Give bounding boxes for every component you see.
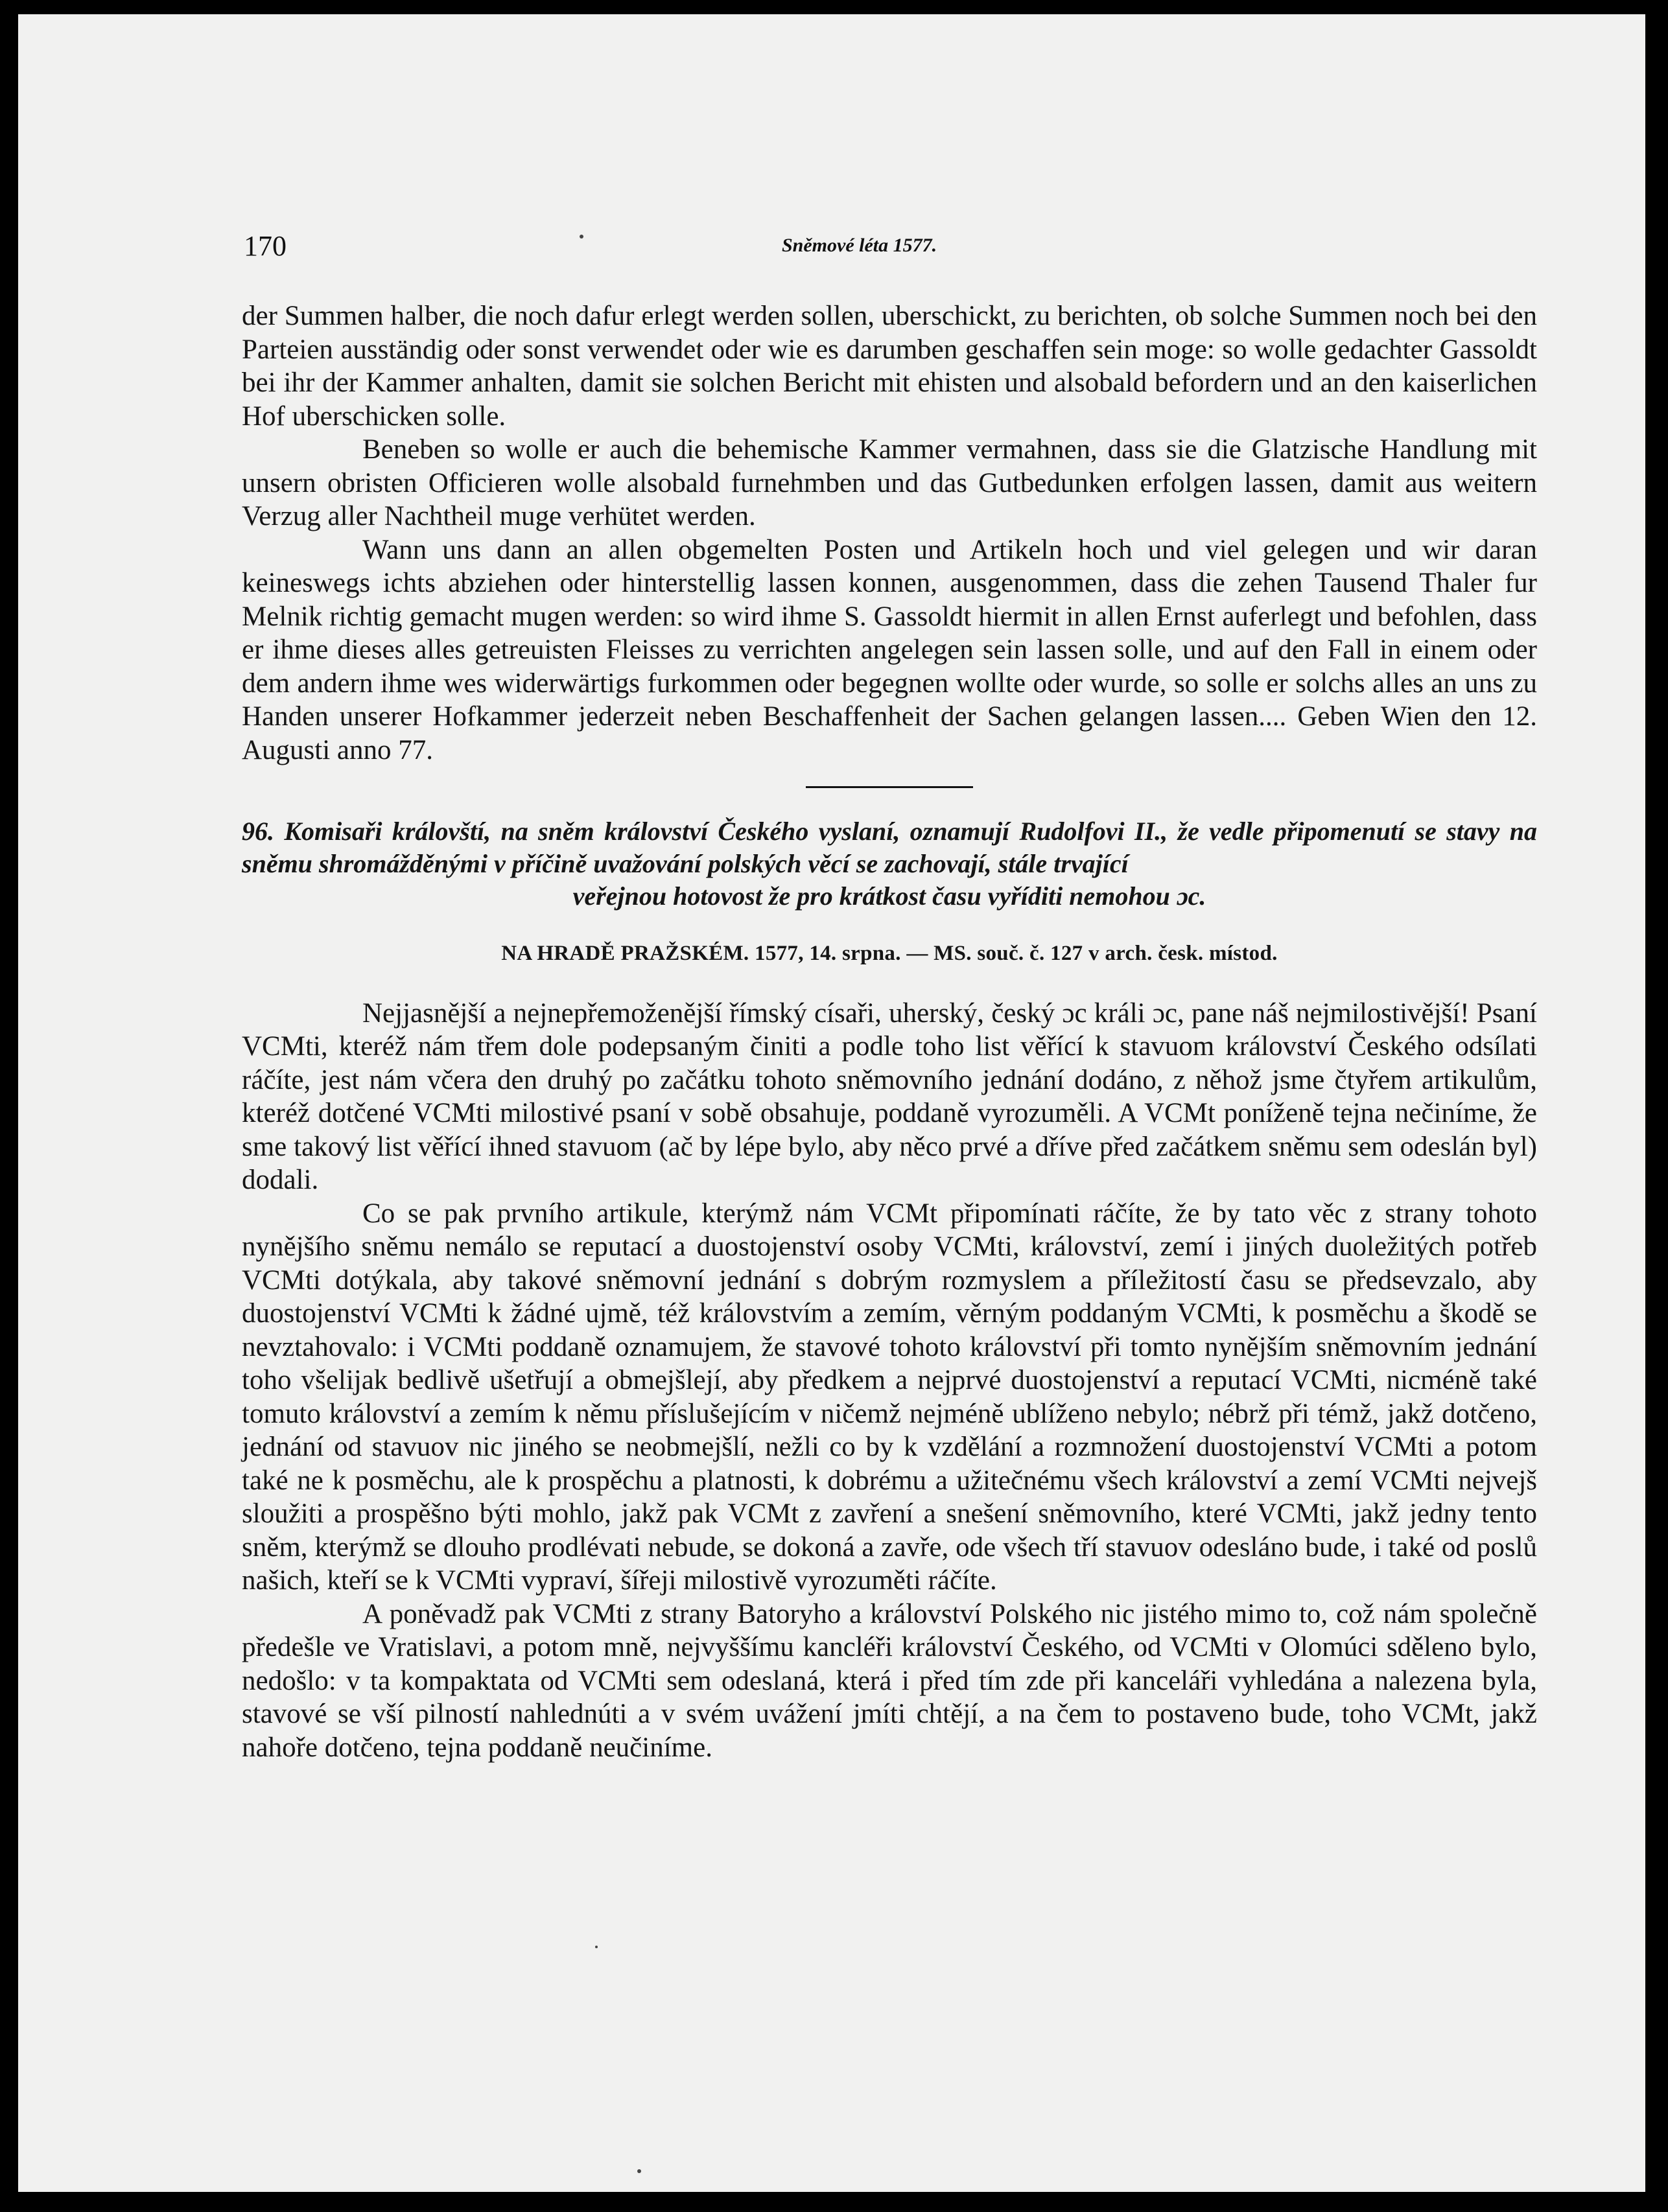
document-dateline: NA HRADĚ PRAŽSKÉM. 1577, 14. srpna. — MS. souč. č. 127 v arch. česk. místod.: [501, 942, 1278, 965]
intro-paragraph: der Summen halber, die noch dafur erlegt werden sollen, uberschickt, zu berichten, ob solche Summen noch bei den Parteien ausständig oder sonst verwendet oder wie es darumben geschaffen sein moge: so wolle gedachter Gassoldt bei ihr der Kammer anhalten, damit sie solchen Bericht mit ehisten und alsobald befordern und an den kaiserlichen Hof uberschicken solle.: [242, 301, 1537, 432]
intro-paragraph: Beneben so wolle er auch die behemische Kammer vermahnen, dass sie die Glatzische Handlung mit unsern obristen Officieren wolle alsobald furnehmben und das Gutbedunken erfolgen lassen, damit aus weitern Verzug aller Nachtheil muge verhütet werden.: [242, 434, 1537, 531]
scan-speck: [595, 1946, 598, 1948]
document-paragraph: Nejjasnější a nejnepřemoženější římský císaři, uherský, český ɔc králi ɔc, pane náš nejmilostivější! Psaní VCMti, kteréž nám třem dole podepsaným činiti a podle toho list věřící k stavuom království Českého odsílati ráčíte, jest nám včera den druhý po začátku tohoto sněmovního jednání dodáno, z něhož jsme čtyřem artikulům, kteréž dotčené VCMti milostivé psaní v sobě obsahuje, poddaně vyrozuměli. A VCMt poníženě tejna nečiníme, že sme takový list věřící ihned stavuom (ač by lépe bylo, aby něco prvé a dříve před začátkem sněmu sem odeslán byl) dodali.: [242, 997, 1537, 1195]
document-paragraph: A poněvadž pak VCMti z strany Batoryho a království Polského nic jistého mimo to, což nám společně předešle ve Vratislavi, a potom mně, nejvyššímu kancléři království Českého, od VCMti v Olomúci sděleno bylo, nedošlo: v ta kompaktata od VCMti sem odeslaná, která i před tím zde při kanceláři vyhledána a nalezena byla, stavové se vší pilností nahlednúti a v svém uvážení jmíti chtějí, a na čem to postaveno bude, toho VCMt, jakž nahoře dotčeno, tejna poddaně neučiníme.: [242, 1598, 1537, 1763]
page-number: 170: [244, 230, 287, 262]
intro-paragraph: Wann uns dann an allen obgemelten Posten und Artikeln hoch und viel gelegen und wir daran keineswegs ichts abziehen oder hinterstellig lassen konnen, ausgenommen, dass die zehen Tausend Thaler fur Melnik richtig gemacht mugen werden: so wird ihme S. Gassoldt hiermit in allen Ernst auferlegt und befohlen, dass er ihme dieses alles getreuisten Fleisses zu verrichten angelegen sein lassen solle, und auf den Fall in einem oder dem andern ihme wes widerwärtigs furkommen oder begegnen wollte oder wurde, so solle er solchs alles an uns zu Handen unserer Hofkammer jederzeit neben Beschaffenheit der Sachen gelangen lassen.... Geben Wien den 12. Augusti anno 77.: [242, 534, 1537, 765]
document-title: [242, 815, 1537, 913]
page-header: [244, 229, 1411, 268]
section-divider: [806, 786, 973, 788]
document-title-last-line: veřejnou hotovost že pro krátkost času vyříditi nemohou ɔc.: [572, 881, 1206, 911]
document-title-text: 96. Komisaři královští, na sněm království Českého vyslaní, oznamují Rudolfovi II., že vedle připomenutí se stavy na sněmu shromážděnými v příčině uvažování polských věcí se zachovají, stále trvající: [242, 817, 1537, 878]
scan-speck: [637, 2169, 641, 2173]
scanned-page: [18, 14, 1645, 2192]
running-title: Sněmové léta 1577.: [782, 235, 937, 256]
page-body: [242, 299, 1537, 1764]
document-paragraph: Co se pak prvního artikule, kterýmž nám VCMt připomínati ráčíte, že by tato věc z strany tohoto nynějšího sněmu nemálo se reputací a duostojenství osoby VCMti, království, zemí i jiných duoležitých potřeb VCMti dotýkala, aby takové sněmovní jednání s dobrým rozmyslem a příležitostí času se předsevzalo, aby duostojenství VCMti k žádné ujmě, též královstvím a zemím, věrným poddaným VCMti, k posměchu a škodě se nevztahovalo: i VCMti poddaně oznamujem, že stavové tohoto království při tomto nynějším sněmovním jednání toho všelijak bedlivě ušetřují a obmejšlejí, aby předkem a nejprvé duostojenství a reputací VCMti, nicméně také tomuto království a zemím k němu příslušejícím v ničemž nejméně ublíženo nebylo; nébrž při témž, jakž dotčeno, jednání od stavuov nic jiného se neobmejšlí, nežli co by k vzdělání a rozmnožení duostojenství VCMti a potom také ne k posměchu, ale k prospěchu a platnosti, k dobrému a užitečnému všech království a zemí VCMti nejvejš sloužiti a prospěšno býti mohlo, jakž pak VCMt z zavření a snešení sněmovního, které VCMti, jakž jedny tento sněm, kterýmž se dlouho prodlévati nebude, se dokoná a zavře, ode všech tří stavuov odesláno bude, i také od poslů našich, kteří se k VCMti vypraví, šířeji milostivě vyrozuměti ráčíte.: [242, 1198, 1537, 1596]
scan-speck: [580, 235, 583, 239]
